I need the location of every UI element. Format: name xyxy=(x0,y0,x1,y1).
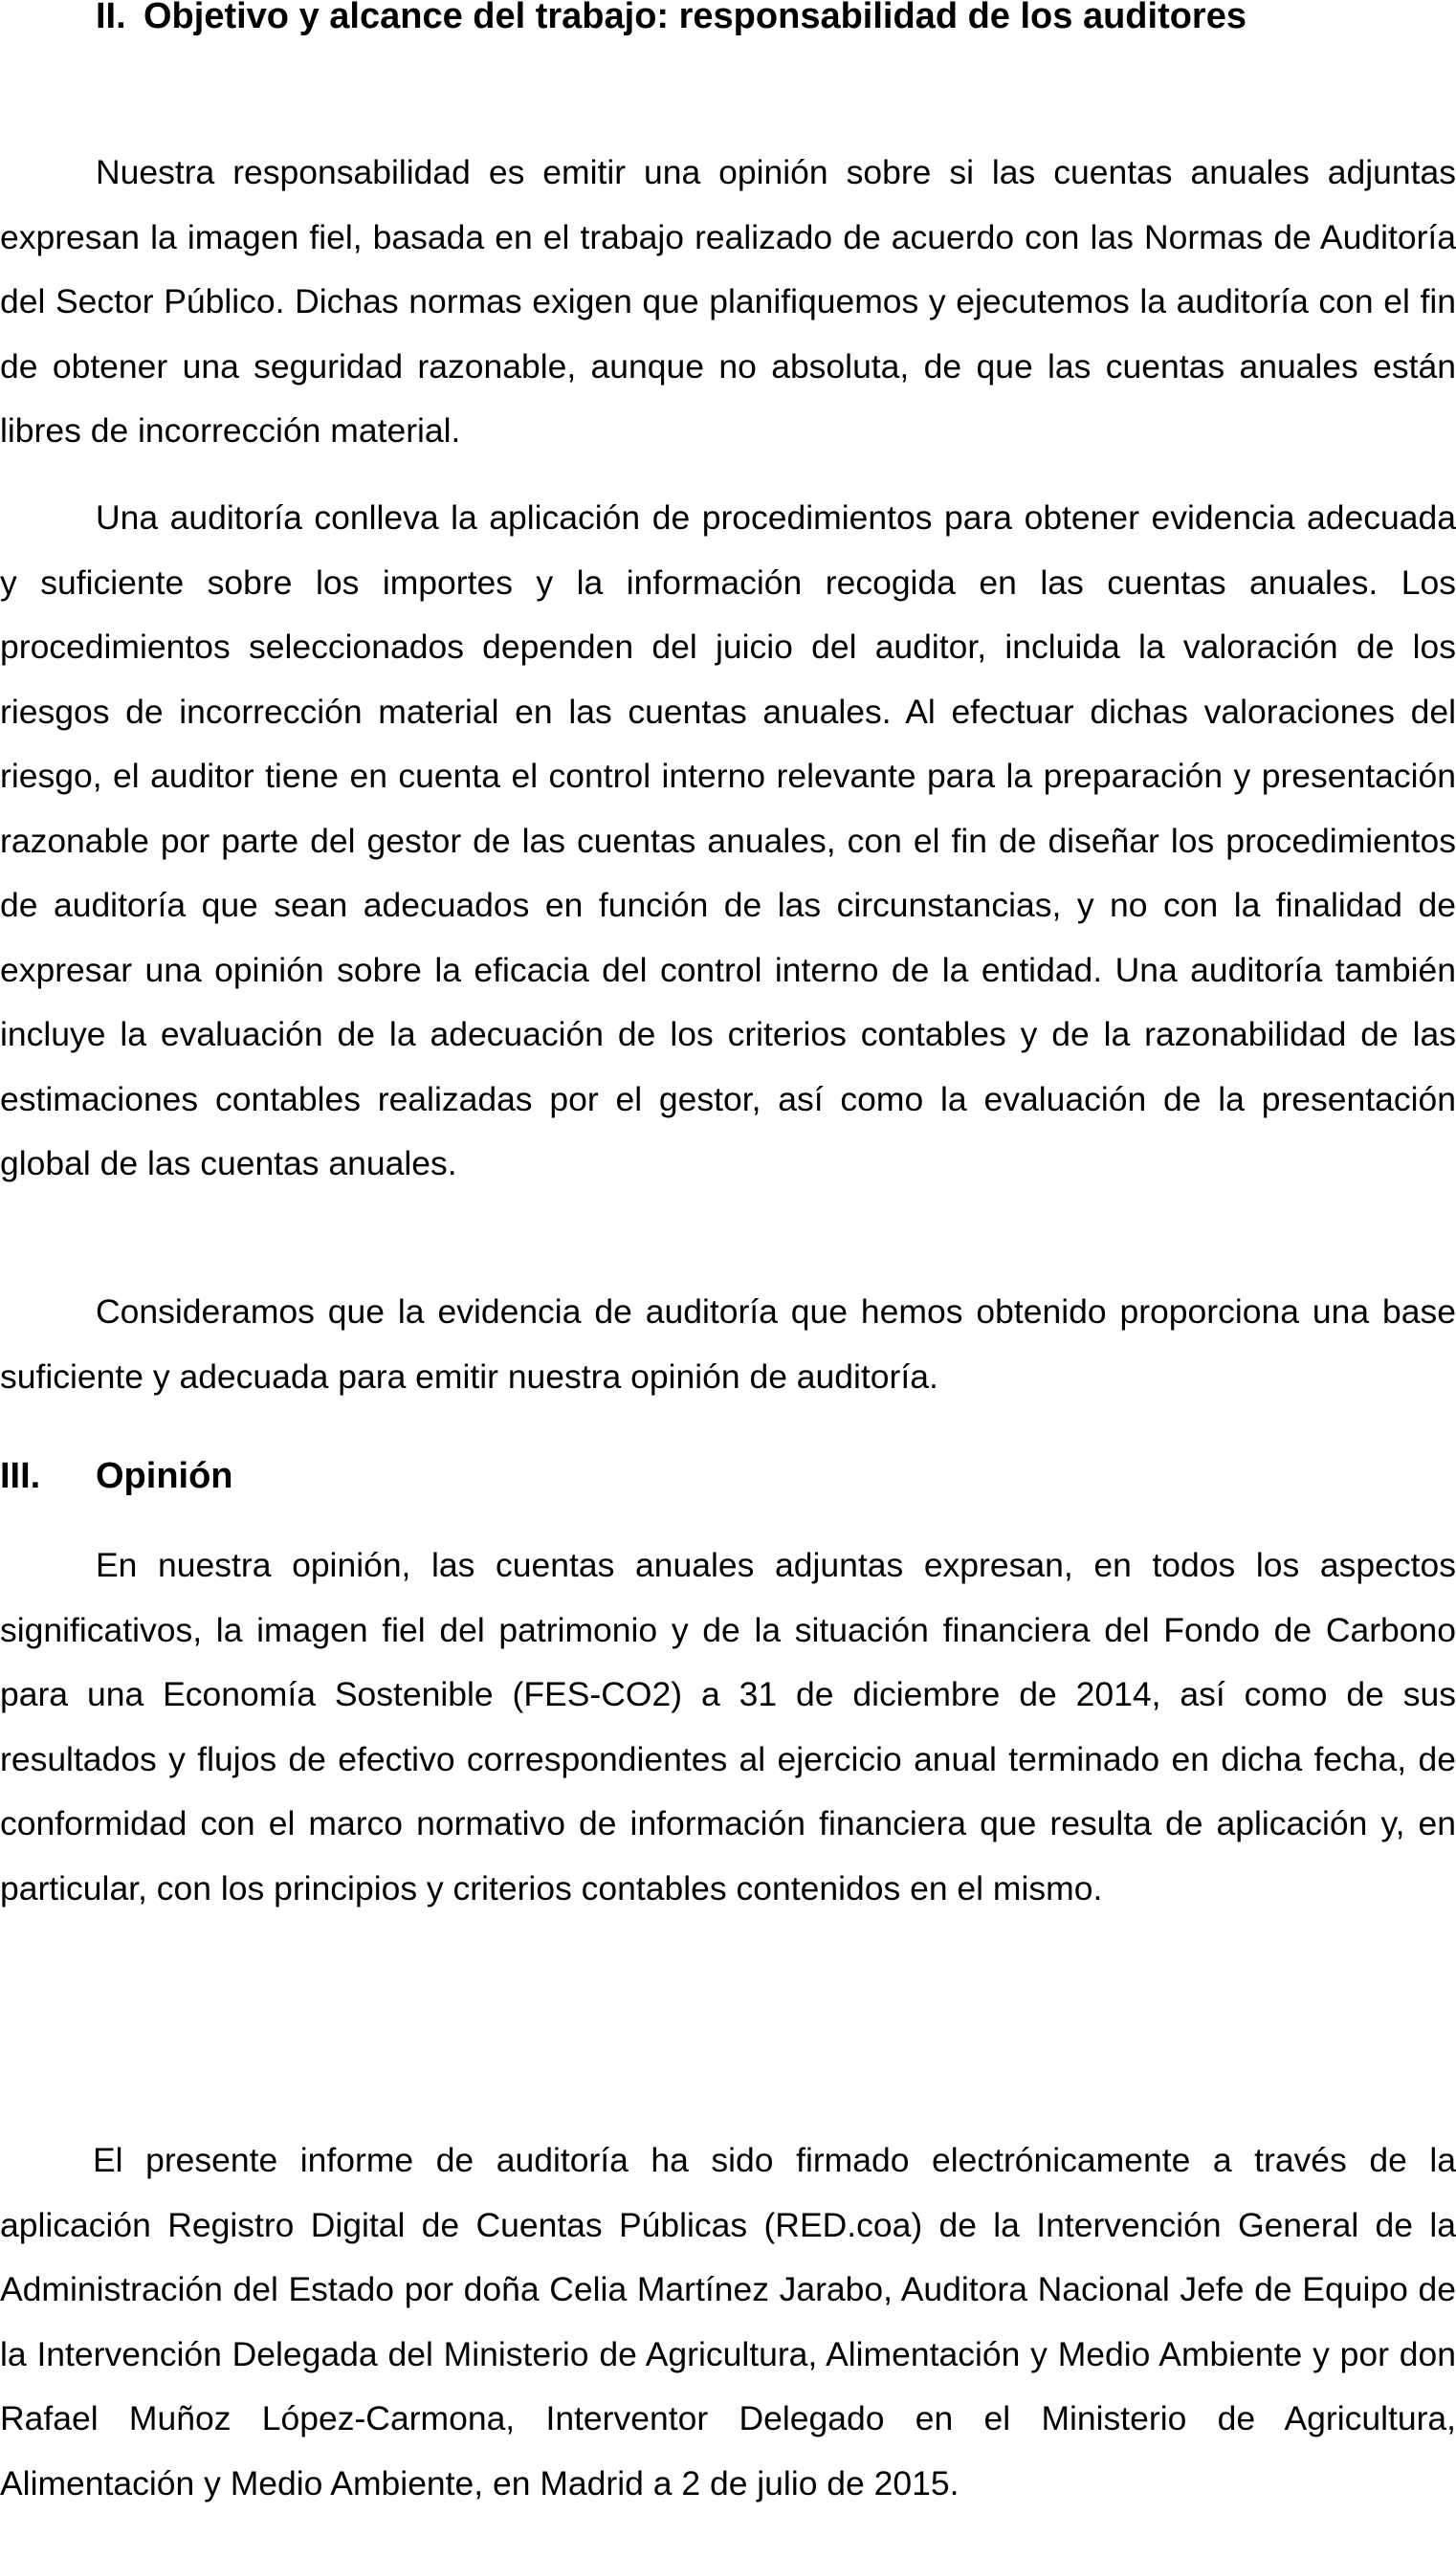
section-ii-paragraph-responsibility: Nuestra responsabilidad es emitir una opinión sobre si las cuentas anuales adjuntas expresan la imagen fiel, basada en el trabajo realizado de acuerdo con las Normas de Auditoría del Sector Público. Dichas normas exigen que planifiquemos y ejecutemos la auditoría con el fin de obtener una seguridad razonable, aunque no absoluta, de que las cuentas anuales están libres de incorrección material. xyxy=(0,153,1456,450)
section-ii-heading xyxy=(0,0,1456,51)
section-ii-paragraph-procedures: Una auditoría conlleva la aplicación de procedimientos para obtener evidencia adecuada y suficiente sobre los importes y la información recogida en las cuentas anuales. Los procedimientos seleccionados dependen del juicio del auditor, incluida la valoración de los riesgos de incorrección material en las cuentas anuales. Al efectuar dichas valoraciones del riesgo, el auditor tiene en cuenta el control interno relevante para la preparación y presentación razonable por parte del gestor de las cuentas anuales, con el fin de diseñar los procedimientos de auditoría que sean adecuados en función de las circunstancias, y no con la finalidad de expresar una opinión sobre la eficacia del control interno de la entidad. Una auditoría también incluye la evaluación de la adecuación de los criterios contables y de la razonabilidad de las estimaciones contables realizadas por el gestor, así como la evaluación de la presentación global de las cuentas anuales. xyxy=(0,498,1456,1182)
section-iii-title: Opinión xyxy=(96,1456,233,1496)
section-iii-paragraph-opinion: En nuestra opinión, las cuentas anuales adjuntas expresan, en todos los aspectos significativos, la imagen fiel del patrimonio y de la situación financiera del Fondo de Carbono para una Economía Sostenible (FES-CO2) a 31 de diciembre de 2014, así como de sus resultados y flujos de efectivo correspondientes al ejercicio anual terminado en dicha fecha, de conformidad con el marco normativo de información financiera que resulta de aplicación y, en particular, con los principios y criterios contables contenidos en el mismo. xyxy=(0,1546,1456,1907)
section-ii-paragraph-evidence: Consideramos que la evidencia de auditoría que hemos obtenido proporciona una base suficiente y adecuada para emitir nuestra opinión de auditoría. xyxy=(0,1292,1456,1396)
signature-paragraph: El presente informe de auditoría ha sido firmado electrónicamente a través de la aplicación Registro Digital de Cuentas Públicas (RED.coa) de la Intervención General de la Administración del Estado por doña Celia Martínez Jarabo, Auditora Nacional Jefe de Equipo de la Intervención Delegada del Ministerio de Agricultura, Alimentación y Medio Ambiente y por don Rafael Muñoz López-Carmona, Interventor Delegado en el Ministerio de Agricultura, Alimentación y Medio Ambiente, en Madrid a 2 de julio de 2015. xyxy=(0,2141,1456,2503)
section-ii-title: Objetivo y alcance del trabajo: responsabilidad de los auditores xyxy=(143,0,1246,36)
section-ii-number: II. xyxy=(96,0,126,36)
section-iii-heading xyxy=(0,1444,233,1509)
section-iii-number: III. xyxy=(0,1456,41,1496)
